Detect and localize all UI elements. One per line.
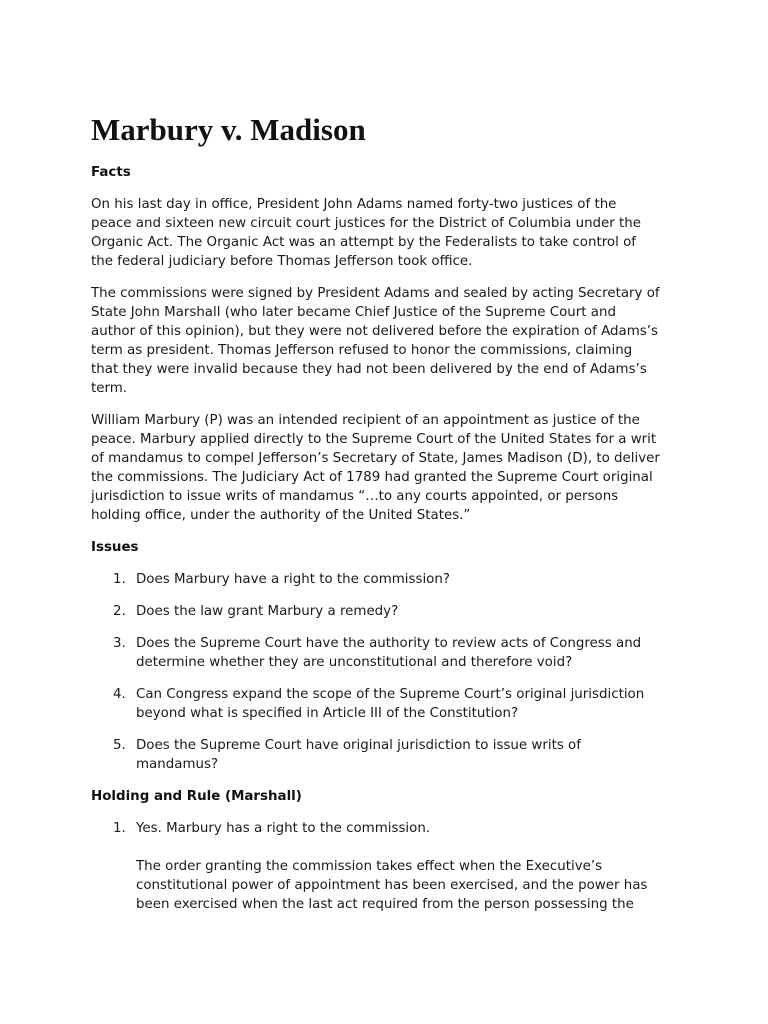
list-number: 1. xyxy=(113,572,126,587)
text-line: On his last day in office, President John Adams named forty-two justices of the xyxy=(91,197,617,212)
document-title: Marbury v. Madison xyxy=(91,112,366,147)
text-line: Does the Supreme Court have original jurisdiction to issue writs of xyxy=(136,738,581,753)
issues-heading: Issues xyxy=(91,540,139,555)
list-number: 1. xyxy=(113,821,126,836)
text-line: been exercised when the last act required from the person possessing the xyxy=(136,897,634,912)
text-line: of mandamus to compel Jefferson’s Secretary of State, James Madison (D), to deliver xyxy=(91,451,660,466)
text-line: Yes. Marbury has a right to the commission. xyxy=(136,821,431,836)
facts-paragraph-3 xyxy=(91,411,691,525)
list-item-text xyxy=(136,685,696,723)
text-line: jurisdiction to issue writs of mandamus “…to any courts appointed, or persons xyxy=(91,489,619,504)
text-line: Organic Act. The Organic Act was an attempt by the Federalists to take control of xyxy=(91,235,636,250)
list-item-text xyxy=(136,570,696,589)
text-line: the commissions. The Judiciary Act of 1789 had granted the Supreme Court original xyxy=(91,470,653,485)
list-number: 4. xyxy=(113,687,126,702)
facts-heading: Facts xyxy=(91,165,131,180)
text-line: term. xyxy=(91,381,128,396)
text-line: Can Congress expand the scope of the Supreme Court’s original jurisdiction xyxy=(136,687,645,702)
list-item-text xyxy=(136,602,696,621)
list-item-text xyxy=(136,819,696,838)
list-number: 3. xyxy=(113,636,126,651)
text-line: State John Marshall (who later became Chief Justice of the Supreme Court and xyxy=(91,305,616,320)
text-line: that they were invalid because they had not been delivered by the end of Adams’s xyxy=(91,362,647,377)
text-line: the federal judiciary before Thomas Jefferson took office. xyxy=(91,254,473,269)
text-line: holding office, under the authority of the United States.” xyxy=(91,508,471,523)
list-number: 2. xyxy=(113,604,126,619)
text-line: Does the Supreme Court have the authority to review acts of Congress and xyxy=(136,636,642,651)
text-line: William Marbury (P) was an intended recipient of an appointment as justice of the xyxy=(91,413,640,428)
text-line: peace and sixteen new circuit court justices for the District of Columbia under the xyxy=(91,216,642,231)
text-line: beyond what is specified in Article III of the Constitution? xyxy=(136,706,519,721)
holding-explanation xyxy=(136,857,696,914)
text-line: Does the law grant Marbury a remedy? xyxy=(136,604,399,619)
text-line: mandamus? xyxy=(136,757,219,772)
list-item-text xyxy=(136,736,696,774)
text-line: The order granting the commission takes effect when the Executive’s xyxy=(136,859,603,874)
holding-heading: Holding and Rule (Marshall) xyxy=(91,789,302,804)
text-line: The commissions were signed by President Adams and sealed by acting Secretary of xyxy=(91,286,660,301)
list-number: 5. xyxy=(113,738,126,753)
text-line: author of this opinion), but they were not delivered before the expiration of Adams’s xyxy=(91,324,658,339)
facts-paragraph-1 xyxy=(91,195,691,271)
text-line: determine whether they are unconstitutional and therefore void? xyxy=(136,655,573,670)
text-line: peace. Marbury applied directly to the Supreme Court of the United States for a writ xyxy=(91,432,657,447)
text-line: constitutional power of appointment has been exercised, and the power has xyxy=(136,878,648,893)
text-line: Does Marbury have a right to the commission? xyxy=(136,572,450,587)
list-item-text xyxy=(136,634,696,672)
facts-paragraph-2 xyxy=(91,284,691,398)
text-line: term as president. Thomas Jefferson refused to honor the commissions, claiming xyxy=(91,343,633,358)
